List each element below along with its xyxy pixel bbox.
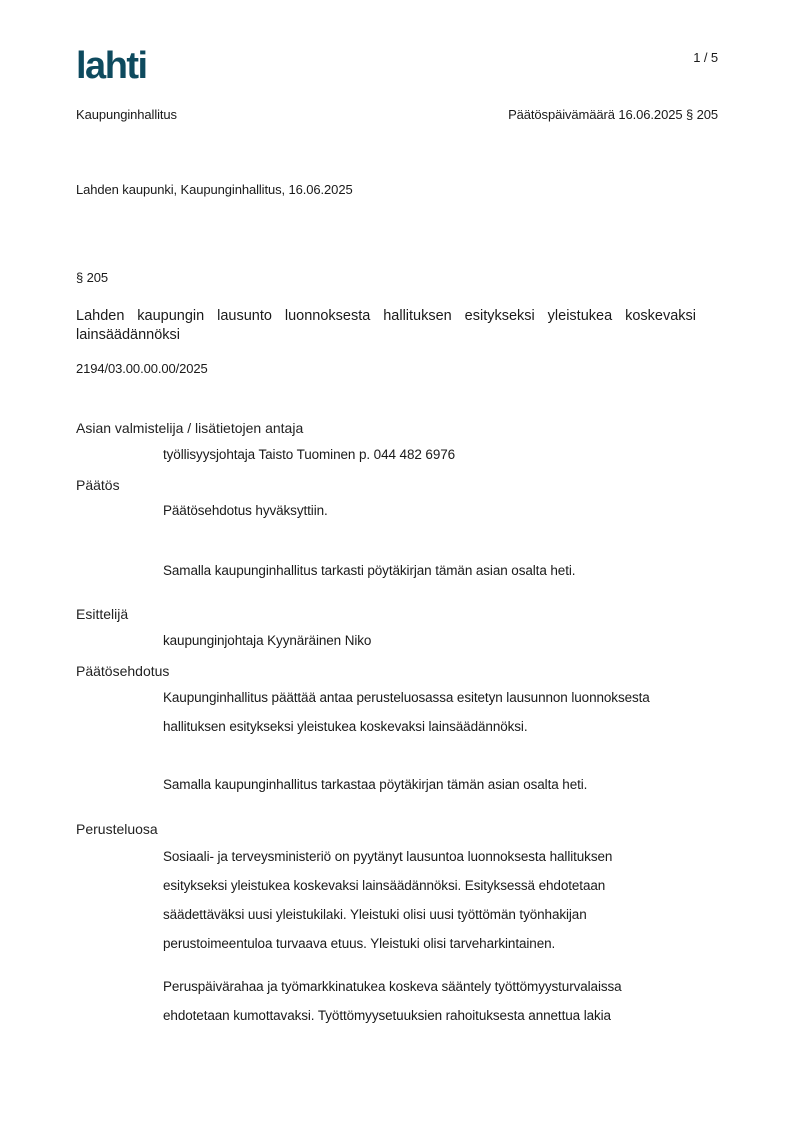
rationale-text-1c: säädettäväksi uusi yleistukilaki. Yleistuki olisi uusi työttömän työnhakijan xyxy=(163,907,587,922)
preparer-heading: Asian valmistelija / lisätietojen antaja xyxy=(76,420,304,436)
document-title: Lahden kaupungin lausunto luonnoksesta hallituksen esitykseksi yleistukea koskevaksi lainsäädännöksi xyxy=(76,308,696,343)
section-number: § 205 xyxy=(76,270,109,285)
lahti-logo xyxy=(76,48,168,82)
rationale-heading: Perusteluosa xyxy=(76,821,158,837)
presenter-heading: Esittelijä xyxy=(76,606,129,622)
page-number: 1 / 5 xyxy=(693,50,718,65)
diary-number: 2194/03.00.00.00/2025 xyxy=(76,361,208,376)
logo-text: lahti xyxy=(76,48,147,82)
decision-date: Päätöspäivämäärä 16.06.2025 § 205 xyxy=(508,107,718,122)
proposal-text-1b: hallituksen esitykseksi yleistukea koskevaksi lainsäädännöksi. xyxy=(163,719,528,734)
presenter-text: kaupunginjohtaja Kyynäräinen Niko xyxy=(163,633,372,648)
decision-text-1: Päätösehdotus hyväksyttiin. xyxy=(163,503,328,518)
decision-heading: Päätös xyxy=(76,477,120,493)
rationale-text-2a: Peruspäivärahaa ja työmarkkinatukea koskeva sääntely työttömyysturvalaissa xyxy=(163,979,622,994)
rationale-text-1b: esitykseksi yleistukea koskevaksi lainsäädännöksi. Esityksessä ehdotetaan xyxy=(163,878,606,893)
proposal-text-2: Samalla kaupunginhallitus tarkastaa pöytäkirjan tämän asian osalta heti. xyxy=(163,777,588,792)
org-line: Lahden kaupunki, Kaupunginhallitus, 16.06.2025 xyxy=(76,182,353,197)
body-name: Kaupunginhallitus xyxy=(76,107,177,122)
proposal-text-1a: Kaupunginhallitus päättää antaa perusteluosassa esitetyn lausunnon luonnoksesta xyxy=(163,690,650,705)
decision-text-2: Samalla kaupunginhallitus tarkasti pöytäkirjan tämän asian osalta heti. xyxy=(163,563,576,578)
proposal-heading: Päätösehdotus xyxy=(76,663,170,679)
rationale-text-1a: Sosiaali- ja terveysministeriö on pyytänyt lausuntoa luonnoksesta hallituksen xyxy=(163,849,613,864)
rationale-text-1d: perustoimeentuloa turvaava etuus. Yleistuki olisi tarveharkintainen. xyxy=(163,936,556,951)
rationale-text-2b: ehdotetaan kumottavaksi. Työttömyysetuuksien rahoituksesta annettua lakia xyxy=(163,1008,611,1023)
preparer-text: työllisyysjohtaja Taisto Tuominen p. 044 482 6976 xyxy=(163,447,456,462)
